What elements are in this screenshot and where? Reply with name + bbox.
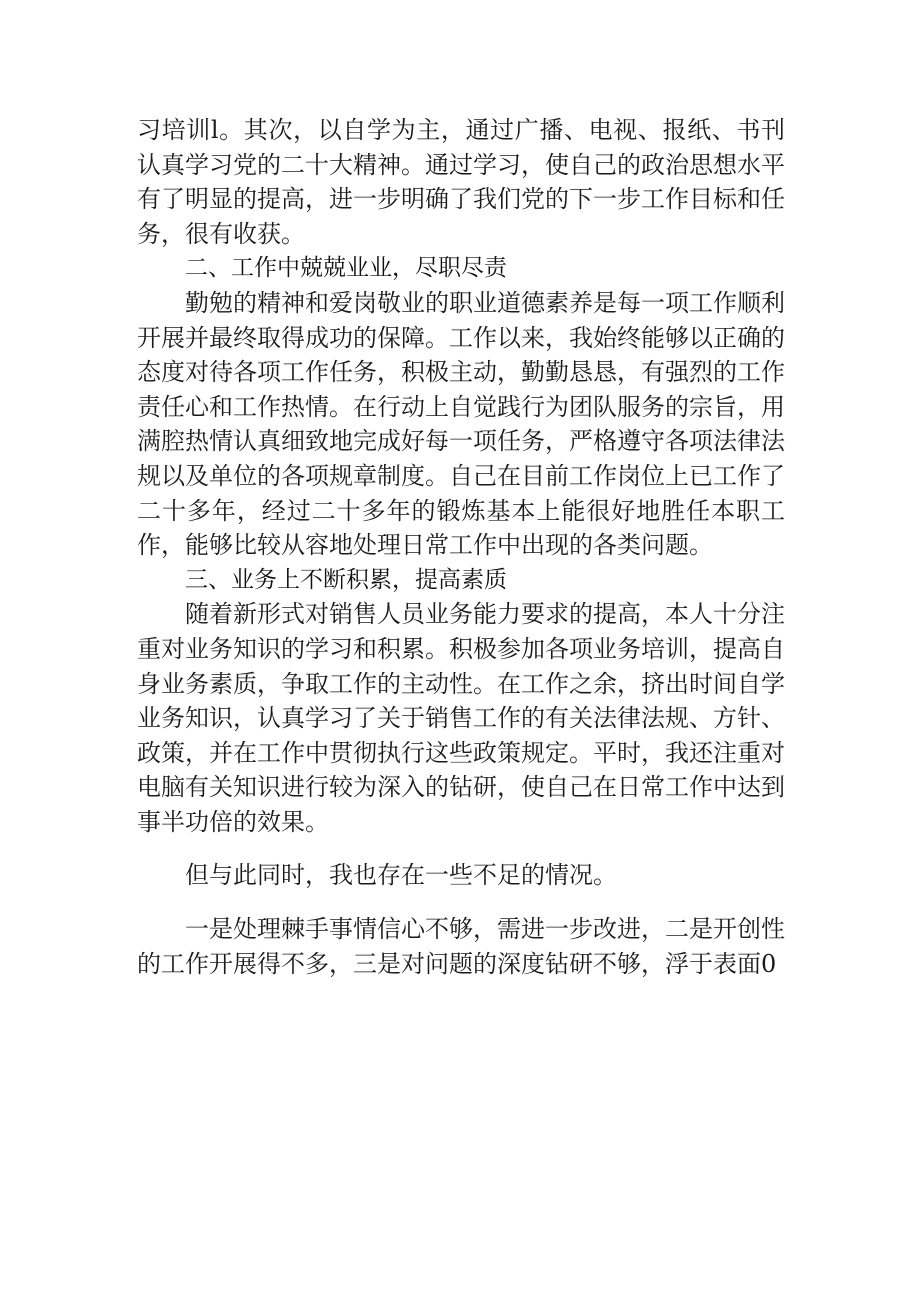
section-heading-work-diligence: 二、工作中兢兢业业，尽职尽责 bbox=[185, 255, 507, 282]
paragraph-shortcomings-intro: 但与此同时，我也存在一些不足的情况。 bbox=[185, 861, 617, 890]
paragraph-work-diligence: 勤勉的精神和爱岗敬业的职业道德素养是每一项工作顺利开展并最终取得成功的保障。工作以来，我始终能够以正确的态度对待各项工作任务，积极主动，勤勤恳恳，有强烈的工作责任心和工作热情。在行动上自觉践行为团队服务的宗旨，用满腔热情认真细致地完成好每一项任务，严格遵守各项法律法规以及单位的各项规章制度。自己在目前工作岗位上已工作了二十多年，经过二十多年的锻炼基本上能很好地胜任本职工作，能够比较从容地处理日常工作中出现的各类问题。 bbox=[137, 288, 785, 560]
paragraph-study-continuation: 习培训l。其次，以自学为主，通过广播、电视、报纸、书刊认真学习党的二十大精神。通过学习，使自己的政治思想水平有了明显的提高，进一步明确了我们党的下一步工作目标和任务，很有收获。 bbox=[137, 116, 785, 248]
section-heading-professional-growth: 三、业务上不断积累，提高素质 bbox=[185, 566, 507, 593]
paragraph-professional-growth: 随着新形式对销售人员业务能力要求的提高，本人十分注重对业务知识的学习和积累。积极参加各项业务培训，提高自身业务素质，争取工作的主动性。在工作之余，挤出时间自学业务知识，认真学习了关于销售工作的有关法律法规、方针、政策，并在工作中贯彻执行这些政策规定。平时，我还注重对电脑有关知识进行较为深入的钻研，使自己在日常工作中达到事半功倍的效果。 bbox=[137, 600, 785, 836]
paragraph-shortcomings-list: 一是处理棘手事情信心不够，需进一步改进，二是开创性的工作开展得不多，三是对问题的深度钻研不够，浮于表面0 bbox=[137, 915, 785, 978]
